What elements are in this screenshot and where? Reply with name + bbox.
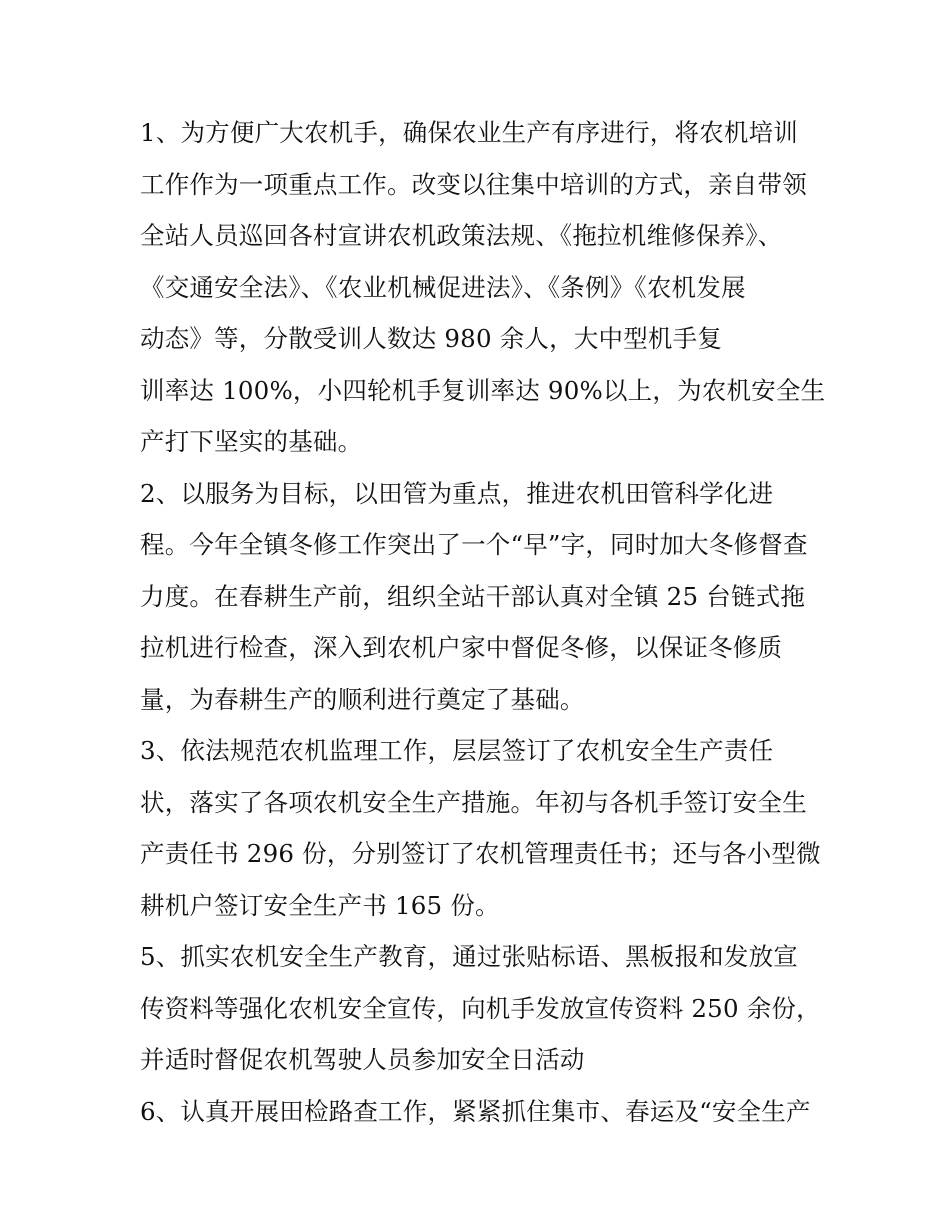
text-line: 6、认真开展田检路查工作，紧紧抓住集市、春运及“安全生产 (140, 1096, 811, 1126)
text-line: 3、依法规范农机监理工作，层层签订了农机安全生产责任 (140, 736, 774, 765)
text-line: 程。今年全镇冬修工作突出了一个“早”字，同时加大冬修督查 (140, 530, 808, 559)
text-line: 《交通安全法》、《农业机械促进法》、《条例》《农机发展 (140, 272, 746, 302)
text-line: 耕机户签订安全生产书 165 份。 (140, 890, 500, 920)
text-line: 1、为方便广大农机手，确保农业生产有序进行，将农机培训 (140, 118, 798, 147)
text-line: 5、抓实农机安全生产教育，通过张贴标语、黑板报和发放宣 (140, 942, 798, 971)
text-line: 并适时督促农机驾驶人员参加安全日活动 (140, 1045, 585, 1074)
text-line: 量，为春耕生产的顺利进行奠定了基础。 (140, 684, 585, 714)
text-line: 动态》等，分散受训人数达 980 余人，大中型机手复 (140, 324, 723, 353)
text-line: 产责任书 296 份，分别签订了农机管理责任书；还与各小型微 (140, 839, 821, 868)
text-line: 2、以服务为目标，以田管为重点，推进农机田管科学化进 (140, 478, 774, 508)
text-line: 力度。在春耕生产前，组织全站干部认真对全镇 25 台链式拖 (140, 581, 806, 611)
text-line: 状，落实了各项农机安全生产措施。年初与各机手签订安全生 (140, 787, 807, 817)
text-line: 产打下坚实的基础。 (140, 427, 363, 456)
text-line: 训率达 100%，小四轮机手复训率达 90%以上，为农机安全生 (140, 375, 826, 405)
text-line: 全站人员巡回各村宣讲农机政策法规、《拖拉机维修保养》、 (140, 221, 783, 250)
text-line: 拉机进行检查，深入到农机户家中督促冬修，以保证冬修质 (140, 633, 783, 662)
document-body (140, 107, 826, 1137)
text-line: 工作作为一项重点工作。改变以往集中培训的方式，亲自带领 (140, 169, 807, 199)
text-line: 传资料等强化农机安全宣传，向机手发放宣传资料 250 余份， (140, 993, 821, 1023)
